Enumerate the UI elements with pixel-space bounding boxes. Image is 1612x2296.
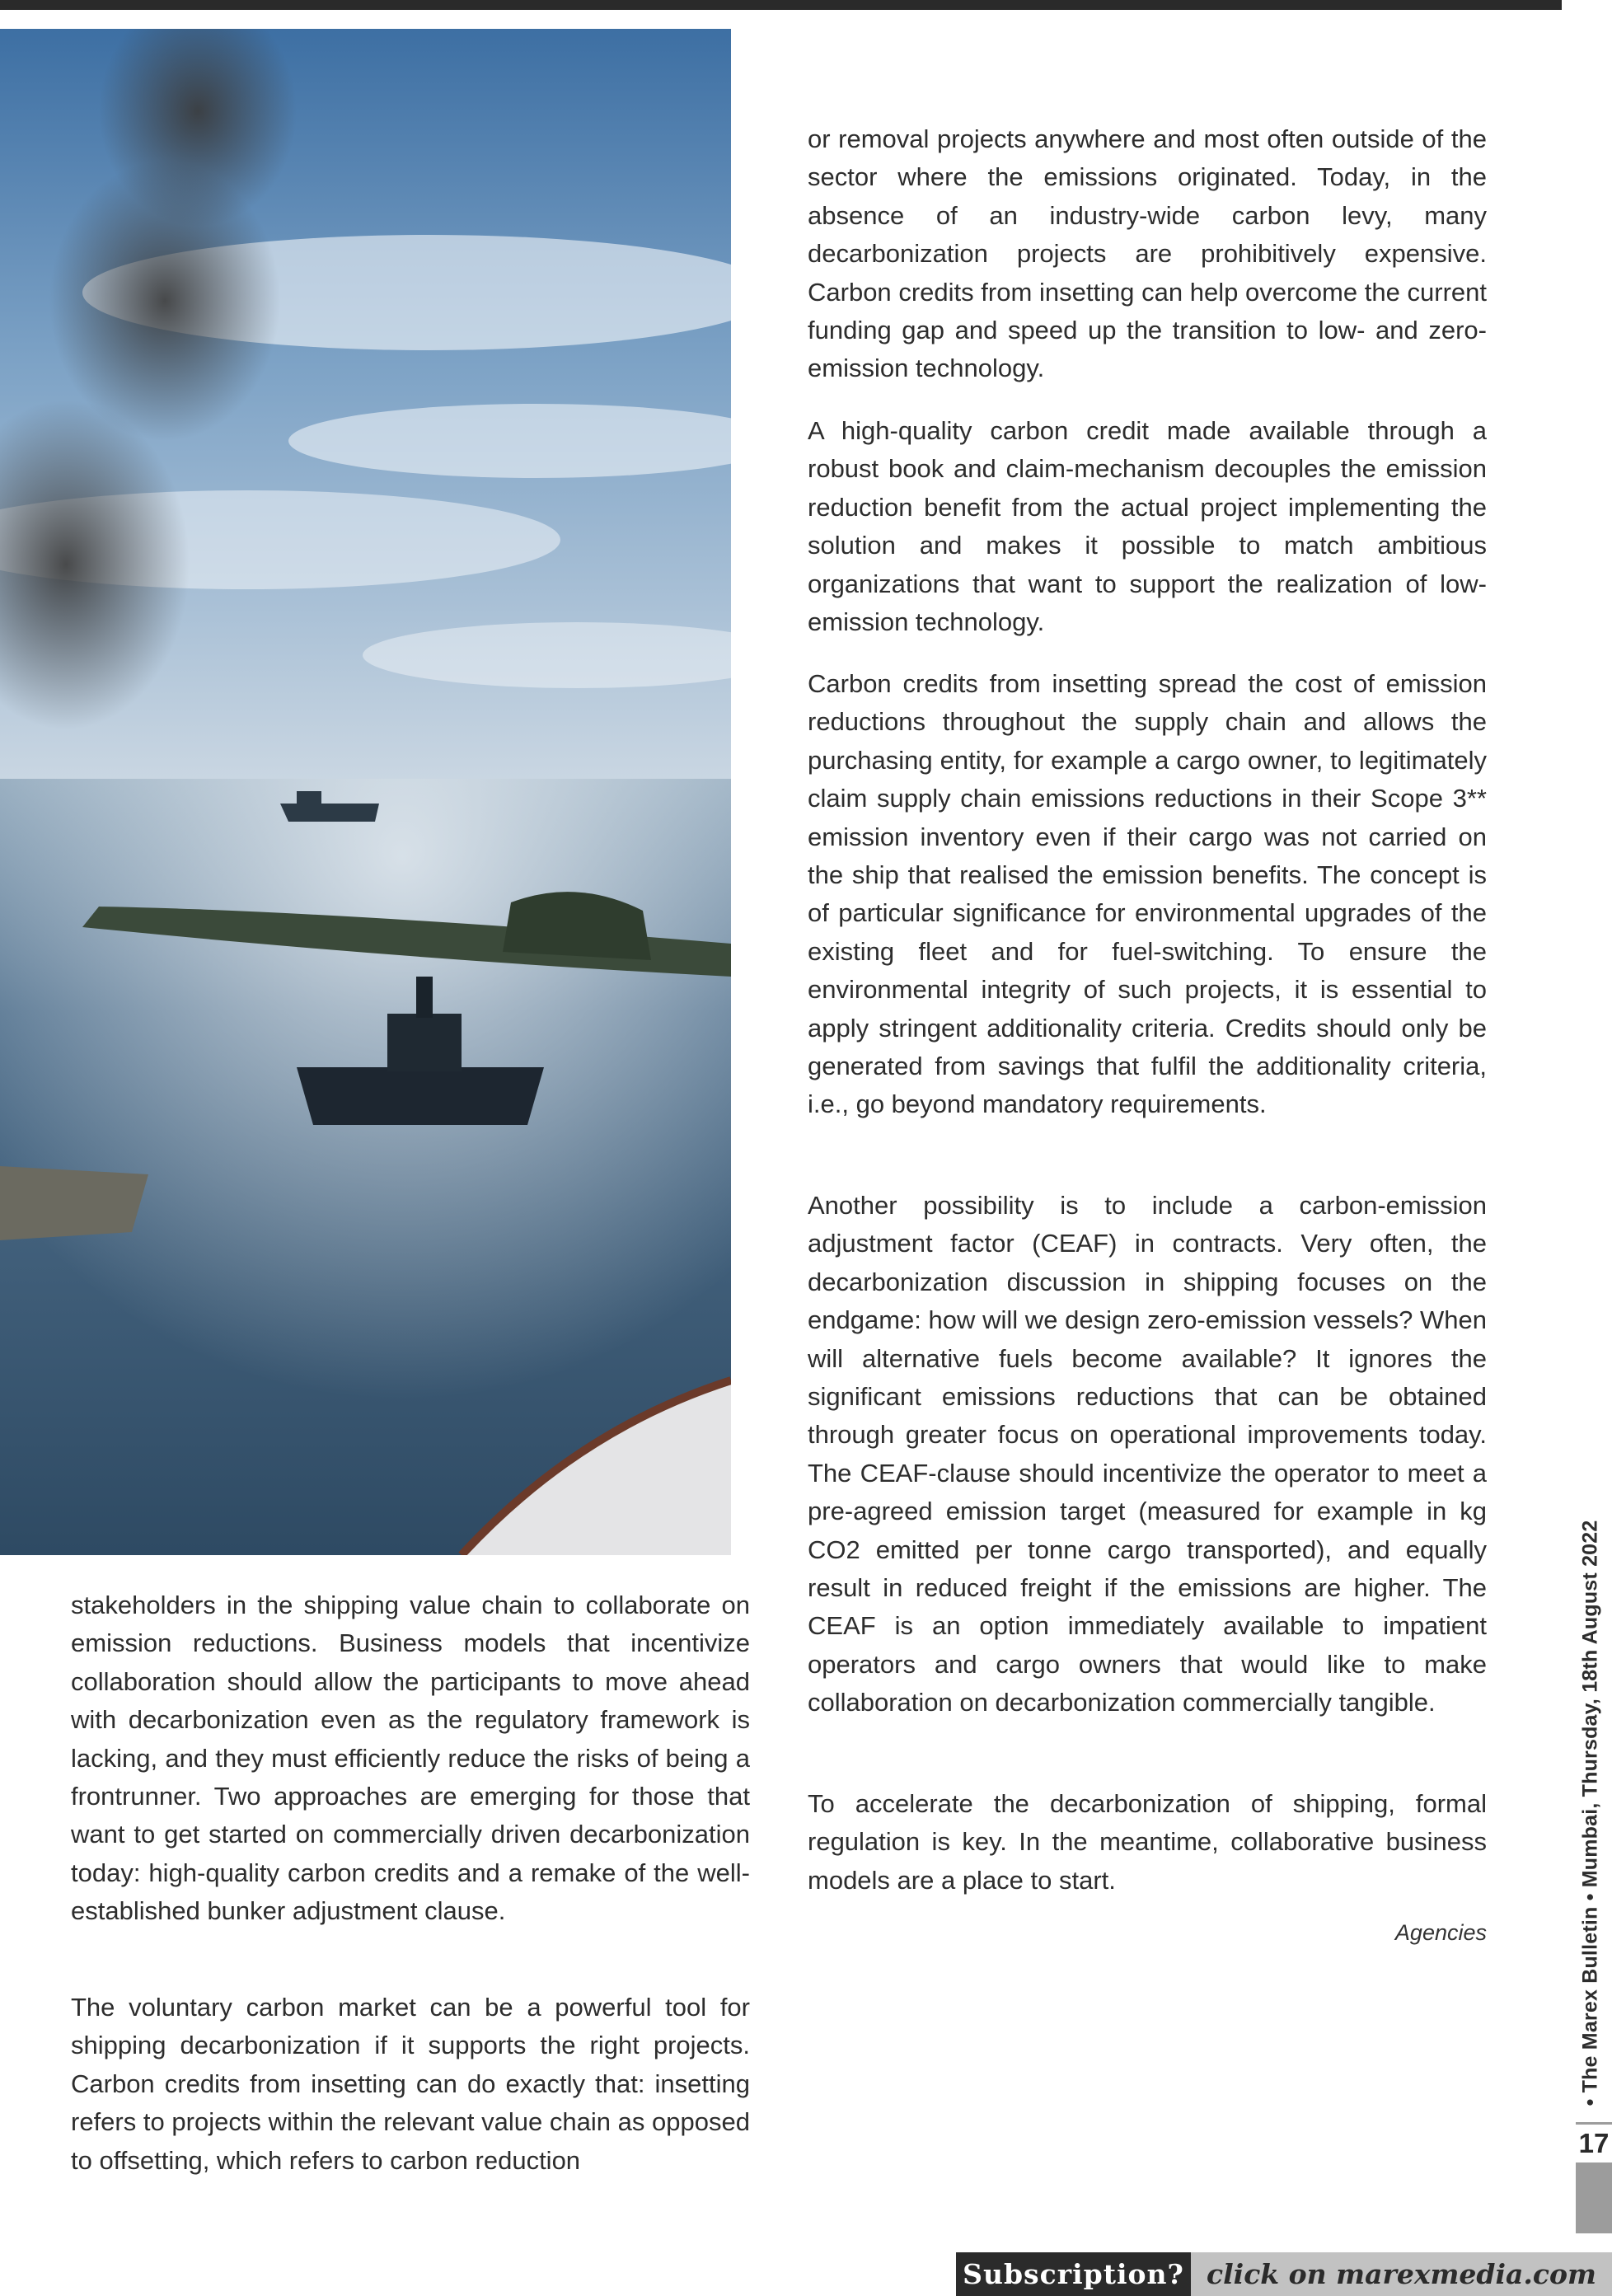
right-paragraph-3: Carbon credits from insetting spread the cost of emission reductions throughout the supply chain and allows the purchasing entity, for example a cargo owner, to legitimately claim supply chain emissions reductions in their Scope 3** emission inventory even if their cargo was not carried on the ship that realised the emission benefits. The concept is of particular significance for environmental upgrades of the existing fleet and for fuel-switching. To ensure the environmental integrity of such projects, it is essential to apply stringent additionality criteria. Credits should only be generated from savings that fulfil the additionality criteria, i.e., go beyond mandatory requirements. (808, 669, 1487, 1119)
subscription-label[interactable]: Subscription? (956, 2252, 1191, 2296)
right-paragraph-4: Another possibility is to include a carbon-emission adjustment factor (CEAF) in contracts. Very often, the decarbonization discussion in shipping focuses on the endgame: how will we design zero-emission vessels? When will alternative fuels become available? It ignores the significant emissions reductions that can be obtained through greater focus on operational improvements today. The CEAF-clause should incentivize the operator to meet a pre-agreed emission target (measured for example in kg CO2 emitted per tonne cargo transported), and equally result in reduced freight if the emissions are higher. The CEAF is an option immediately available to impatient operators and cargo owners that would like to make collaboration on decarbonization commercially tangible. (808, 1191, 1487, 1717)
right-paragraph-5: To accelerate the decarbonization of shipping, formal regulation is key. In the meantime, collaborative business models are a place to start. (808, 1789, 1487, 1895)
top-rule (0, 0, 1562, 10)
running-title-wrap (1574, 1520, 1607, 2106)
left-paragraph-2: The voluntary carbon market can be a powerful tool for shipping decarbonization if it supports the right projects. Carbon credits from insetting can do exactly that: insetting refers to projects within the relevant value chain as opposed to offsetting, which refers to carbon reduction (71, 1993, 750, 2175)
left-paragraph-1: stakeholders in the shipping value chain to collaborate on emission reductions. Business models that incentivize collaboration should allow the participants to move ahead with decarbonization even as the regulatory framework is lacking, and they must efficiently reduce the risks of being a frontrunner. Two approaches are emerging for those that want to get started on commercially driven decarbonization today: high-quality carbon credits and a remake of the well-established bunker adjustment clause. (71, 1591, 750, 1926)
right-paragraph-2: A high-quality carbon credit made available through a robust book and claim-mechanism decouples the emission reduction benefit from the actual project implementing the solution and makes it possible to match ambitious organizations that want to support the realization of low-emission technology. (808, 416, 1487, 637)
photo-illustration (0, 29, 731, 1555)
running-title: • The Marex Bulletin • Mumbai, Thursday, 18th August 2022 (1578, 1520, 1602, 2106)
sea-ships-photo (0, 29, 731, 1555)
site-link[interactable]: click on marexmedia.com (1191, 2252, 1612, 2296)
right-paragraph-1: or removal projects anywhere and most often outside of the sector where the emissions originated. Today, in the absence of an industry-wide carbon levy, many decarbonization projects are prohibitively expensive. Carbon credits from insetting can help overcome the current funding gap and speed up the transition to low- and zero-emission technology. (808, 124, 1487, 383)
article-credit: Agencies (1394, 1920, 1487, 1945)
page-number: 17 (1576, 2125, 1612, 2162)
